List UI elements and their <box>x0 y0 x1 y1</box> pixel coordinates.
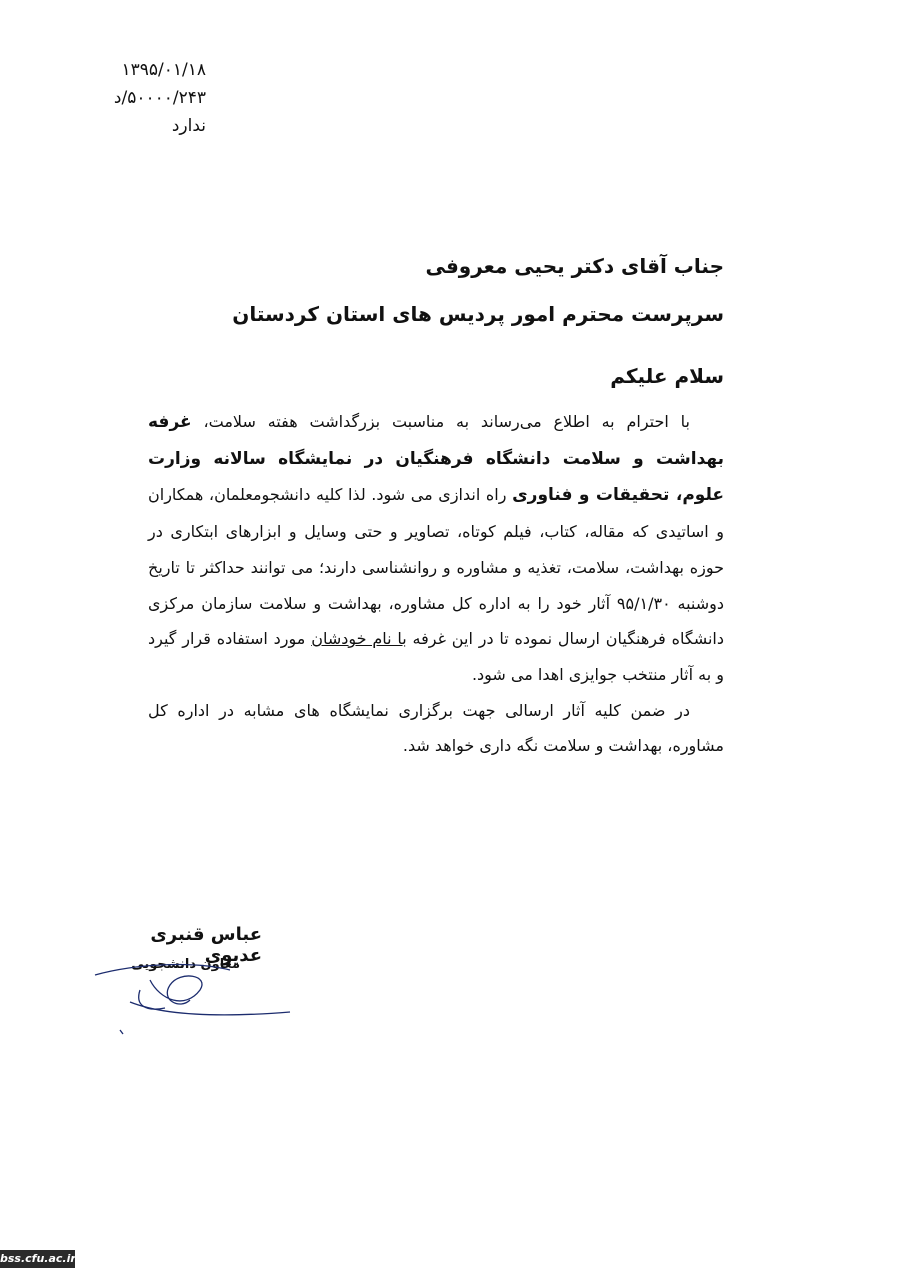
handwritten-signature-icon <box>90 940 300 1050</box>
body-p1-main: راه اندازی می شود. لذا کلیه دانشجومعلمان، همکاران و اساتیدی که مقاله، کتاب، فیلم کوتاه، تصاویر و حتی وسایل و ابزارهای ابتکاری در حوزه بهداشت، سلامت، تغذیه و مشاوره و روانشناسی دارند؛ می توانند حداکثر تا تاریخ دوشنبه ۹۵/۱/۳۰ آثار خود را به اداره کل مشاوره، بهداشت و سلامت سازمان مرکزی دانشگاه فرهنگیان ارسال نموده تا در این غرفه <box>148 485 725 649</box>
letter-date: ۱۳۹۵/۰۱/۱۸ <box>121 60 206 80</box>
salutation: سلام علیکم <box>610 364 724 388</box>
letter-body <box>148 404 724 764</box>
body-p1-underlined: با نام خودشان <box>311 629 407 649</box>
letter-meta <box>96 56 206 140</box>
letter-number: ۵۰۰۰۰/۲۴۳/د <box>113 88 206 108</box>
body-paragraph-2: در ضمن کلیه آثار ارسالی جهت برگزاری نمایشگاه های مشابه در اداره کل مشاوره، بهداشت و سلامت نگه داری خواهد شد. <box>148 700 724 756</box>
addressee-block <box>232 242 724 338</box>
addressee-title: سرپرست محترم امور پردیس های استان کردستان <box>232 302 724 326</box>
body-paragraph-1 <box>148 404 724 693</box>
body-p1-end: مورد استفاده قرار گیرد و به آثار منتخب جوایزی اهدا می شود. <box>148 629 724 684</box>
letter-attachment: ندارد <box>171 116 206 136</box>
signatory-title: معاون دانشجویی <box>131 957 240 972</box>
body-p1-intro: با احترام به اطلاع می‌رساند به مناسبت بزرگداشت هفته سلامت، <box>191 412 690 431</box>
addressee-name: جناب آقای دکتر یحیی معروفی <box>425 254 724 278</box>
footer-site-badge: bss.cfu.ac.ir <box>0 1250 75 1268</box>
body-p1-highlight: غرفه بهداشت و سلامت دانشگاه فرهنگیان در نمایشگاه سالانه وزارت علوم، تحقیقات و فناوری <box>148 412 724 506</box>
signatory-name: عباس قنبری عدیوی <box>150 924 262 966</box>
